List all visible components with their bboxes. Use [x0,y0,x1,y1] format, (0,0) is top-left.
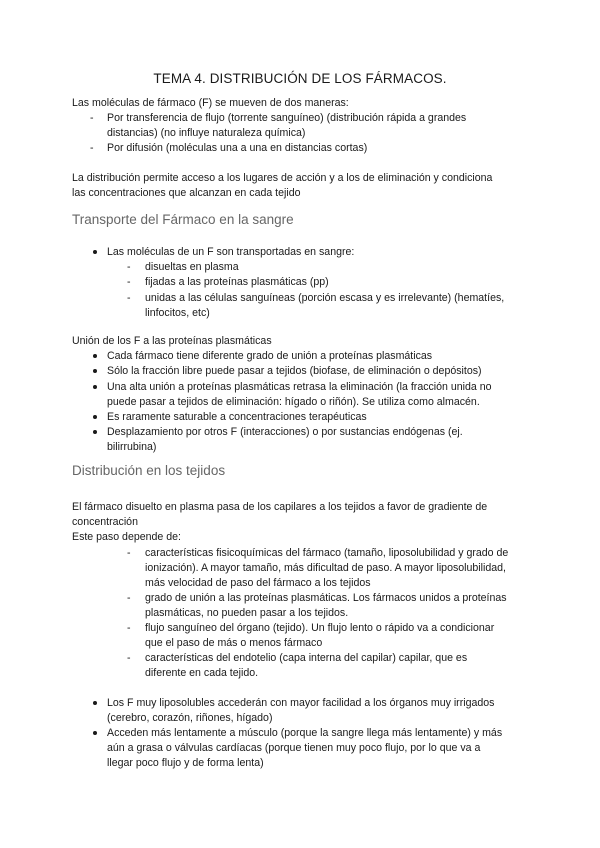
union-title: Unión de los F a las proteínas plasmáticas [72,335,272,347]
bullet-dot [93,385,97,389]
tissue-factor-1-line-2: ionización). A mayor tamaño, más dificultad de paso. A mayor liposolubilidad, [145,562,506,574]
tissue-factor-3-line-2: que el paso de más o menos fármaco [145,637,323,649]
tissue-factor-1-line-3: más velocidad de paso del fármaco a los tejidos [145,577,371,589]
bullet-dot [93,701,97,705]
section-heading-tissues: Distribución en los tejidos [72,463,226,478]
bullet-dot [93,415,97,419]
dash-marker: - [127,547,131,559]
intro-lead: Las moléculas de fármaco (F) se mueven de dos maneras: [72,97,349,109]
tissues-para-line-2: concentración [72,516,138,528]
bullet-dot [93,354,97,358]
transport-sub-1: disueltas en plasma [145,261,239,273]
document-title: TEMA 4. DISTRIBUCIÓN DE LOS FÁRMACOS. [153,71,447,86]
dash-marker: - [127,592,131,604]
tissue-bullet-1-line-2: (cerebro, corazón, riñones, hígado) [107,712,273,724]
tissue-factor-4-line-1: características del endotelio (capa interna del capilar) capilar, que es [145,652,468,664]
tissue-bullet-2-line-2: aún a grasa o válvulas cardíacas (porque tienen muy poco flujo, por lo que va a [107,742,481,754]
intro-para-line-2: las concentraciones que alcanzan en cada tejido [72,187,301,199]
transport-sub-3-line-1: unidas a las células sanguíneas (porción escasa y es irrelevante) (hematíes, [145,292,505,304]
dash-marker: - [90,142,94,154]
tissue-factor-2-line-2: plasmáticas, no pueden pasar a los tejidos. [145,607,349,619]
union-item-3-line-1: Una alta unión a proteínas plasmáticas retrasa la eliminación (la fracción unida no [107,381,492,393]
dash-marker: - [127,292,131,304]
intro-item-1-line-2: distancias) (no influye naturaleza química) [107,127,306,139]
tissues-para-line-1: El fármaco disuelto en plasma pasa de los capilares a los tejidos a favor de gradiente de [72,501,488,513]
section-heading-transport: Transporte del Fármaco en la sangre [72,212,294,227]
bullet-dot [93,369,97,373]
tissue-factor-2-line-1: grado de unión a las proteínas plasmáticas. Los fármacos unidos a proteínas [145,592,507,604]
transport-sub-3-line-2: linfocitos, etc) [145,307,210,319]
union-item-3-line-2: puede pasar a tejidos de eliminación: hígado o riñón). Se utiliza como almacén. [107,396,480,408]
intro-item-1-line-1: Por transferencia de flujo (torrente sanguíneo) (distribución rápida a grandes [107,112,467,124]
dash-marker: - [127,652,131,664]
tissue-bullet-1-line-1: Los F muy liposolubles accederán con mayor facilidad a los órganos muy irrigados [107,697,495,709]
intro-para-line-1: La distribución permite acceso a los lugares de acción y a los de eliminación y condiciona [72,172,493,184]
transport-sub-2: fijadas a las proteínas plasmáticas (pp) [145,276,329,288]
union-item-5-line-1: Desplazamiento por otros F (interacciones) o por sustancias endógenas (ej. [107,426,463,438]
dash-marker: - [127,261,131,273]
dash-marker: - [127,276,131,288]
tissue-factor-1-line-1: características fisicoquímicas del fármaco (tamaño, liposolubilidad y grado de [145,547,509,559]
intro-item-2: Por difusión (moléculas una a una en distancias cortas) [107,142,368,154]
dash-marker: - [127,622,131,634]
tissue-bullet-2-line-3: llegar poco flujo y de forma lenta) [107,757,264,769]
depends-label: Este paso depende de: [72,531,181,543]
bullet-dot [93,430,97,434]
union-item-5-line-2: bilirrubina) [107,441,157,453]
tissue-bullet-2-line-1: Acceden más lentamente a músculo (porque la sangre llega más lentamente) y más [107,727,503,739]
tissue-factor-3-line-1: flujo sanguíneo del órgano (tejido). Un flujo lento o rápido va a condicionar [145,622,495,634]
bullet-dot [93,731,97,735]
union-item-1: Cada fármaco tiene diferente grado de unión a proteínas plasmáticas [107,350,433,362]
union-item-2: Sólo la fracción libre puede pasar a tejidos (biofase, de eliminación o depósitos) [107,365,482,377]
union-item-4: Es raramente saturable a concentraciones terapéuticas [107,411,367,423]
tissue-factor-4-line-2: diferente en cada tejido. [145,667,259,679]
bullet-dot [93,250,97,254]
transport-bullet: Las moléculas de un F son transportadas en sangre: [107,246,355,258]
dash-marker: - [90,112,94,124]
